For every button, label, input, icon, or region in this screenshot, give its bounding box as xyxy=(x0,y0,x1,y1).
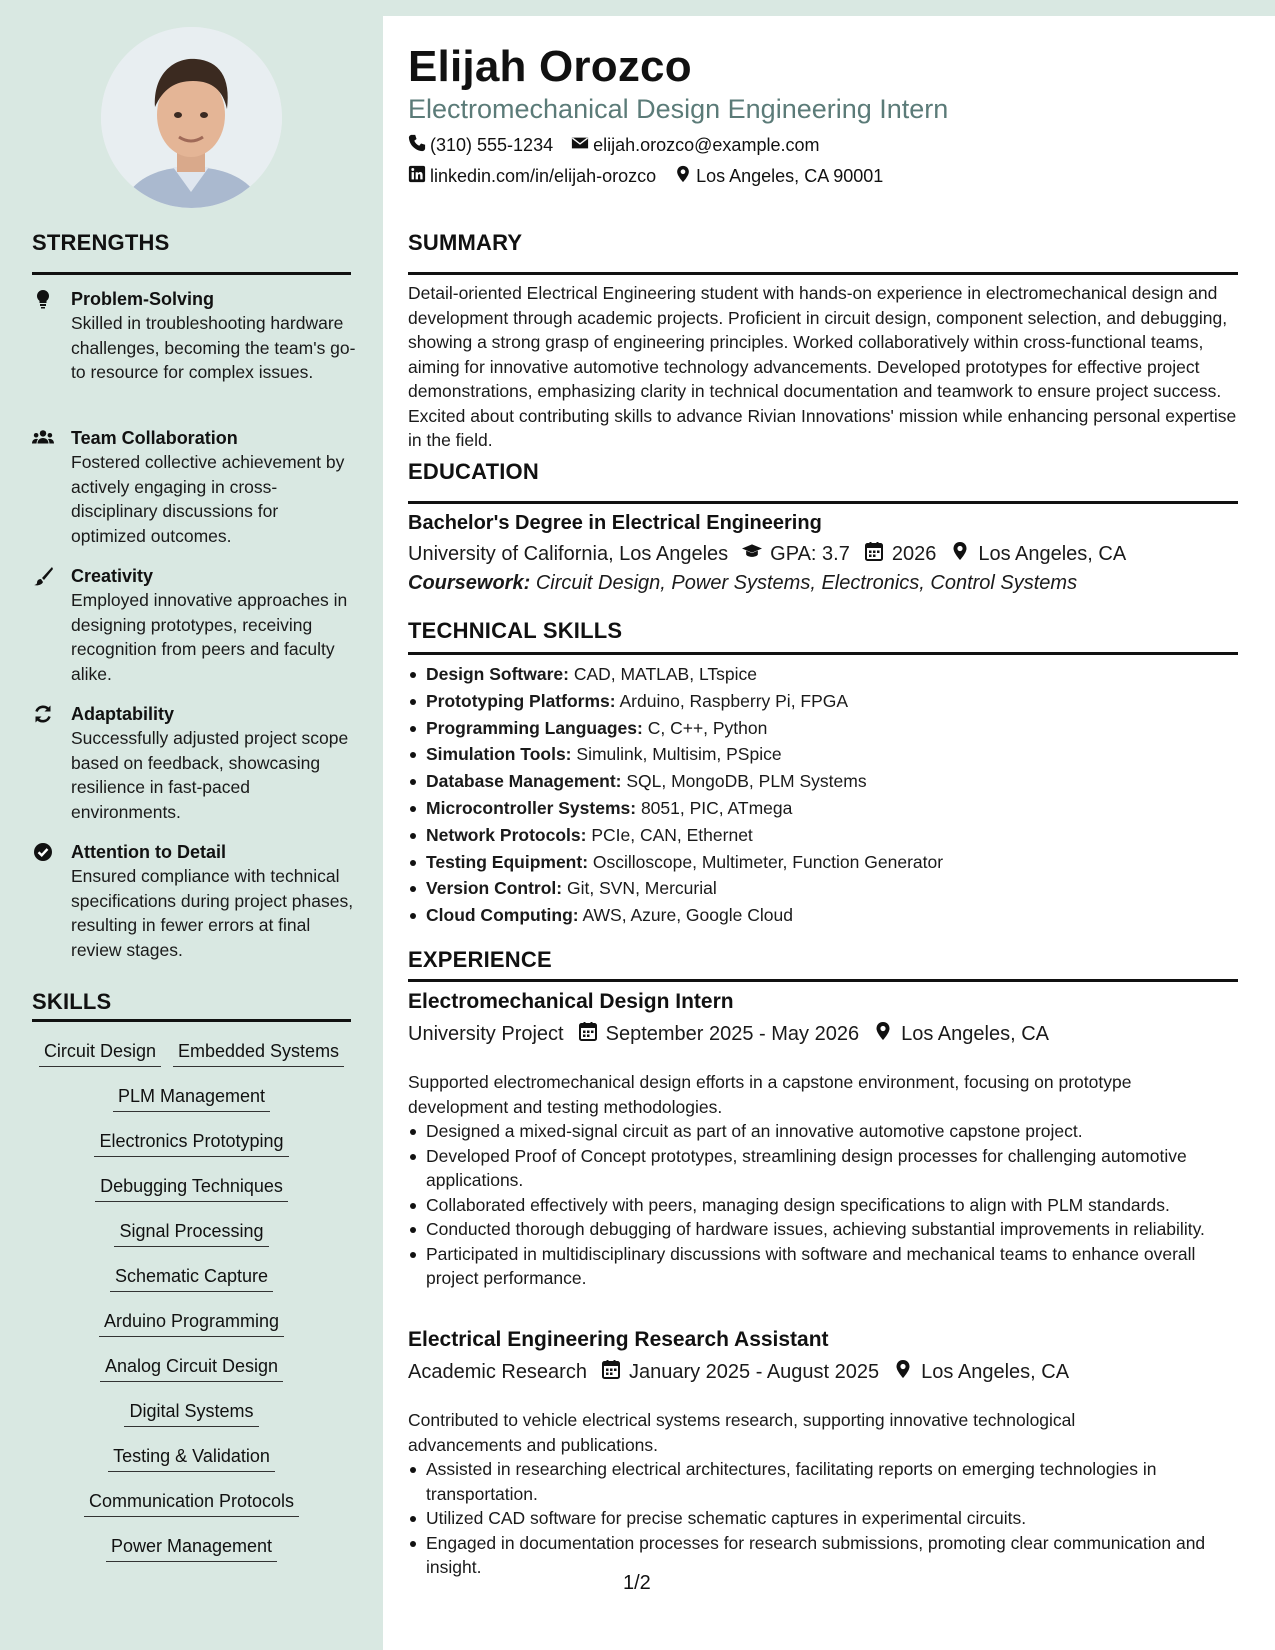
calendar-icon xyxy=(864,541,892,567)
skill-tag: Circuit Design xyxy=(39,1039,161,1067)
summary-heading: SUMMARY xyxy=(408,230,523,255)
skill-row xyxy=(0,1174,383,1202)
skill-tag: Embedded Systems xyxy=(173,1039,344,1067)
calendar-icon xyxy=(578,1021,606,1047)
envelope-icon xyxy=(571,134,593,157)
school: University of California, Los Angeles xyxy=(408,542,729,565)
list-item: Assisted in researching electrical architectures, facilitating reports on emerging technologies in transportation. xyxy=(408,1457,1248,1506)
list-item: Prototyping Platforms: Arduino, Raspberry Pi, FPGA xyxy=(408,688,1248,715)
job-summary: Contributed to vehicle electrical systems research, supporting innovative technological advancements and publications. xyxy=(408,1410,1076,1455)
list-item: Cloud Computing: AWS, Azure, Google Cloud xyxy=(408,902,1248,929)
job-dates: January 2025 - August 2025 xyxy=(601,1359,879,1385)
strength-item xyxy=(32,702,357,824)
coursework-list: Circuit Design, Power Systems, Electronics, Control Systems xyxy=(535,572,1078,594)
skill-tag: Signal Processing xyxy=(114,1219,268,1247)
technical-skills-heading: TECHNICAL SKILLS xyxy=(408,618,623,643)
list-item: Designed a mixed-signal circuit as part of an innovative automotive capstone project. xyxy=(408,1119,1248,1144)
skills-rule xyxy=(32,1019,351,1022)
experience-heading: EXPERIENCE xyxy=(408,947,552,972)
technical-skills-rule xyxy=(408,652,1238,655)
strength-title: Attention to Detail xyxy=(71,842,226,862)
education-rule xyxy=(408,501,1238,504)
job-dates: September 2025 - May 2026 xyxy=(578,1021,860,1047)
education-heading: EDUCATION xyxy=(408,459,539,484)
coursework xyxy=(408,572,1077,595)
list-item: Programming Languages: C, C++, Python xyxy=(408,715,1248,742)
gpa: GPA: 3.7 xyxy=(742,541,850,567)
skill-tag: Arduino Programming xyxy=(99,1309,284,1337)
strength-desc: Successfully adjusted project scope based on feedback, showcasing resilience in fast-paced environments. xyxy=(71,728,349,822)
list-item: Microcontroller Systems: 8051, PIC, ATmega xyxy=(408,795,1248,822)
job-meta xyxy=(408,1021,1063,1047)
skill-row xyxy=(0,1534,383,1562)
skill-row xyxy=(0,1354,383,1382)
strength-item xyxy=(32,840,357,962)
job-bullets xyxy=(408,1119,1248,1291)
map-pin-icon xyxy=(893,1359,921,1385)
education-location: Los Angeles, CA xyxy=(950,541,1126,567)
candidate-name: Elijah Orozco xyxy=(408,42,692,91)
degree: Bachelor's Degree in Electrical Engineering xyxy=(408,512,822,534)
job-meta xyxy=(408,1359,1083,1385)
list-item: Simulation Tools: Simulink, Multisim, PSpice xyxy=(408,741,1248,768)
contact-row xyxy=(408,165,901,188)
strength-desc: Employed innovative approaches in designing prototypes, receiving recognition from peers and faculty alike. xyxy=(71,590,348,684)
summary-text: Detail-oriented Electrical Engineering student with hands-on experience in electromechanical design and development through academic projects. Proficient in circuit design, component selection, and debugging, showing a strong grasp of engineering principles. Worked collaboratively within cross-functional teams, aiming for innovative automotive technology advancements. Developed prototypes for effective project demonstrations, emphasizing clarity in technical documentation and teamwork to ensure project success. Excited about contributing skills to advance Rivian Innovations' mission while enhancing personal expertise in the field. xyxy=(408,283,1237,450)
refresh-icon xyxy=(32,704,56,726)
job-bullets xyxy=(408,1457,1248,1580)
linkedin-icon xyxy=(408,165,430,188)
map-pin-icon xyxy=(674,165,696,188)
job-location: Los Angeles, CA xyxy=(893,1359,1069,1385)
education-meta xyxy=(408,541,1140,567)
graduation-year: 2026 xyxy=(864,541,937,567)
users-icon xyxy=(32,428,56,450)
skill-tag: Communication Protocols xyxy=(84,1489,299,1517)
skill-row xyxy=(0,1489,383,1517)
list-item: Participated in multidisciplinary discussions with software and mechanical teams to enhance overall project performance. xyxy=(408,1242,1248,1291)
check-circle-icon xyxy=(32,842,56,864)
list-item: Version Control: Git, SVN, Mercurial xyxy=(408,875,1248,902)
strength-item xyxy=(32,426,357,548)
list-item: Network Protocols: PCIe, CAN, Ethernet xyxy=(408,822,1248,849)
strengths-heading: STRENGTHS xyxy=(32,230,170,255)
coursework-label: Coursework: xyxy=(408,572,531,594)
summary-rule xyxy=(408,272,1238,275)
strength-desc: Skilled in troubleshooting hardware challenges, becoming the team's go-to resource for complex issues. xyxy=(71,313,356,382)
lightbulb-icon xyxy=(32,289,56,311)
list-item: Database Management: SQL, MongoDB, PLM Systems xyxy=(408,768,1248,795)
phone-icon xyxy=(408,134,430,157)
skill-tag: PLM Management xyxy=(113,1084,270,1112)
technical-skills-list xyxy=(408,661,1248,929)
strengths-rule xyxy=(32,272,351,275)
sidebar xyxy=(0,0,383,1650)
experience-rule xyxy=(408,979,1238,982)
skills-heading: SKILLS xyxy=(32,989,112,1014)
strength-item xyxy=(32,287,357,385)
strength-title: Adaptability xyxy=(71,704,175,724)
strength-title: Creativity xyxy=(71,566,154,586)
main-content xyxy=(383,16,1275,1650)
page-number: 1/2 xyxy=(623,1572,651,1594)
list-item: Engaged in documentation processes for research submissions, promoting clear communication and insight. xyxy=(408,1531,1248,1580)
contact-linkedin[interactable]: linkedin.com/in/elijah-orozco xyxy=(408,165,656,188)
candidate-title: Electromechanical Design Engineering Intern xyxy=(408,94,949,124)
job-org: University Project xyxy=(408,1022,564,1045)
job-org: Academic Research xyxy=(408,1360,587,1383)
skill-row xyxy=(0,1399,383,1427)
skill-row xyxy=(0,1039,383,1067)
skill-tag: Testing & Validation xyxy=(108,1444,275,1472)
contact-phone: (310) 555-1234 xyxy=(408,134,553,157)
list-item: Design Software: CAD, MATLAB, LTspice xyxy=(408,661,1248,688)
list-item: Collaborated effectively with peers, managing design specifications to align with PLM standards. xyxy=(408,1193,1248,1218)
job-location: Los Angeles, CA xyxy=(873,1021,1049,1047)
map-pin-icon xyxy=(873,1021,901,1047)
skill-row xyxy=(0,1129,383,1157)
skill-row xyxy=(0,1309,383,1337)
list-item: Testing Equipment: Oscilloscope, Multimeter, Function Generator xyxy=(408,849,1248,876)
strength-item xyxy=(32,564,357,686)
strength-title: Problem-Solving xyxy=(71,289,215,309)
graduation-cap-icon xyxy=(742,541,770,567)
skill-row xyxy=(0,1444,383,1472)
skill-tag: Electronics Prototyping xyxy=(94,1129,288,1157)
map-pin-icon xyxy=(950,541,978,567)
job-title: Electrical Engineering Research Assistant xyxy=(408,1328,829,1351)
skill-tag: Debugging Techniques xyxy=(95,1174,288,1202)
paintbrush-icon xyxy=(32,566,56,588)
skill-tag: Power Management xyxy=(106,1534,277,1562)
skill-tag: Digital Systems xyxy=(124,1399,258,1427)
strength-desc: Ensured compliance with technical specifications during project phases, resulting in fewer errors at final review stages. xyxy=(71,866,354,960)
job-title: Electromechanical Design Intern xyxy=(408,990,734,1013)
avatar xyxy=(101,27,282,208)
contact-row xyxy=(408,134,837,157)
contact-location: Los Angeles, CA 90001 xyxy=(674,165,883,188)
list-item: Utilized CAD software for precise schematic captures in experimental circuits. xyxy=(408,1506,1248,1531)
skill-tag: Schematic Capture xyxy=(110,1264,273,1292)
skill-row xyxy=(0,1084,383,1112)
skill-tag: Analog Circuit Design xyxy=(100,1354,283,1382)
contact-email[interactable]: elijah.orozco@example.com xyxy=(571,134,819,157)
list-item: Conducted thorough debugging of hardware issues, achieving substantial improvements in reliability. xyxy=(408,1217,1248,1242)
skill-row xyxy=(0,1264,383,1292)
list-item: Developed Proof of Concept prototypes, streamlining design processes for challenging automotive applications. xyxy=(408,1144,1248,1193)
job-summary: Supported electromechanical design efforts in a capstone environment, focusing on prototype development and testing methodologies. xyxy=(408,1072,1132,1117)
strength-title: Team Collaboration xyxy=(71,428,238,448)
calendar-icon xyxy=(601,1359,629,1385)
strength-desc: Fostered collective achievement by actively engaging in cross-disciplinary discussions for optimized outcomes. xyxy=(71,452,345,546)
skill-row xyxy=(0,1219,383,1247)
